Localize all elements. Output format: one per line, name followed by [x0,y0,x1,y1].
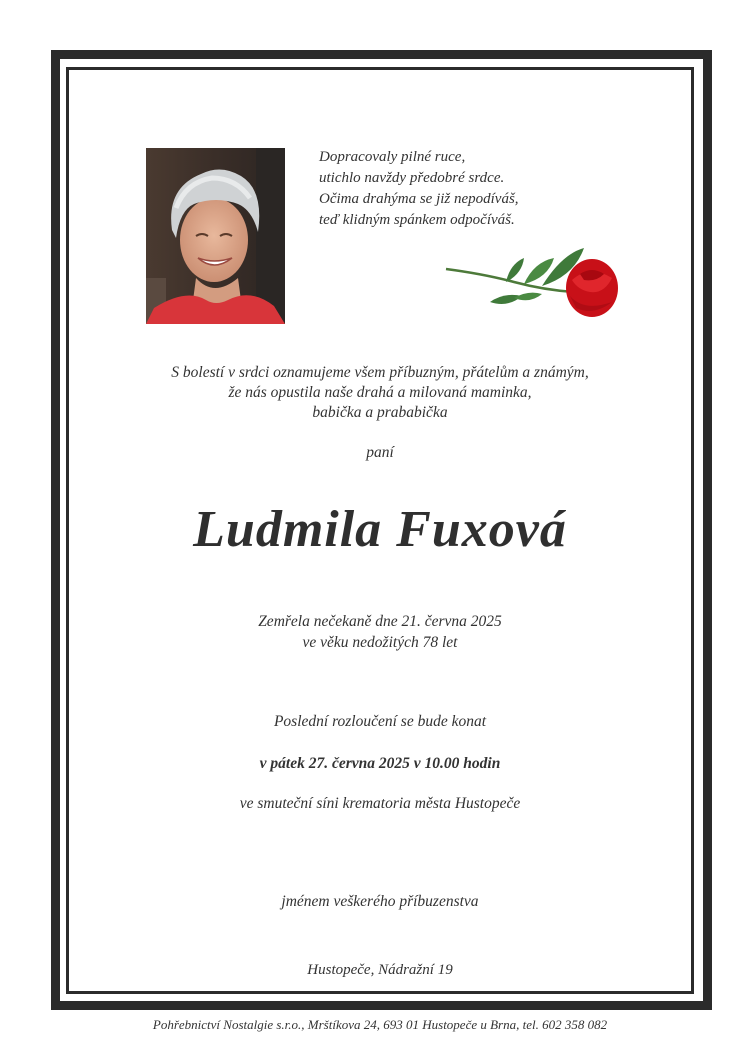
poem-line: teď klidným spánkem odpočíváš. [319,212,515,228]
farewell-location: ve smuteční síni krematoria města Hustopeče [239,795,521,812]
death-info [80,611,680,653]
poem-line: utichlo navždy předobré srdce. [319,170,505,186]
announcement-line: že nás opustila naše drahá a milovaná maminka, [228,384,532,401]
farewell-intro: Poslední rozloučení se bude konat [273,713,487,730]
family-address: Hustopeče, Nádražní 19 [307,962,453,978]
poem [319,147,579,231]
signature: jménem veškerého příbuzenstva [281,893,479,910]
announcement-line: babička a prababička [312,404,448,421]
funeral-home-footer: Pohřebnictví Nostalgie s.r.o., Mrštíkova 24, 693 01 Hustopeče u Brna, tel. 602 358 082 [152,1017,608,1032]
rose-icon [444,244,620,320]
farewell-date-time: v pátek 27. června 2025 v 10.00 hodin [259,755,501,772]
poem-line: Dopracovaly pilné ruce, [319,149,466,165]
title-word: paní [366,444,394,461]
death-info-line: Zemřela nečekaně dne 21. června 2025 [258,613,502,630]
announcement [80,363,680,423]
poem-line: Očima drahýma se již nepodíváš, [319,191,519,207]
portrait-photo [146,148,285,324]
death-info-line: ve věku nedožitých 78 let [302,634,458,651]
deceased-name: Ludmila Fuxová [193,501,567,558]
announcement-line: S bolestí v srdci oznamujeme všem příbuzným, přátelům a známým, [171,364,589,381]
